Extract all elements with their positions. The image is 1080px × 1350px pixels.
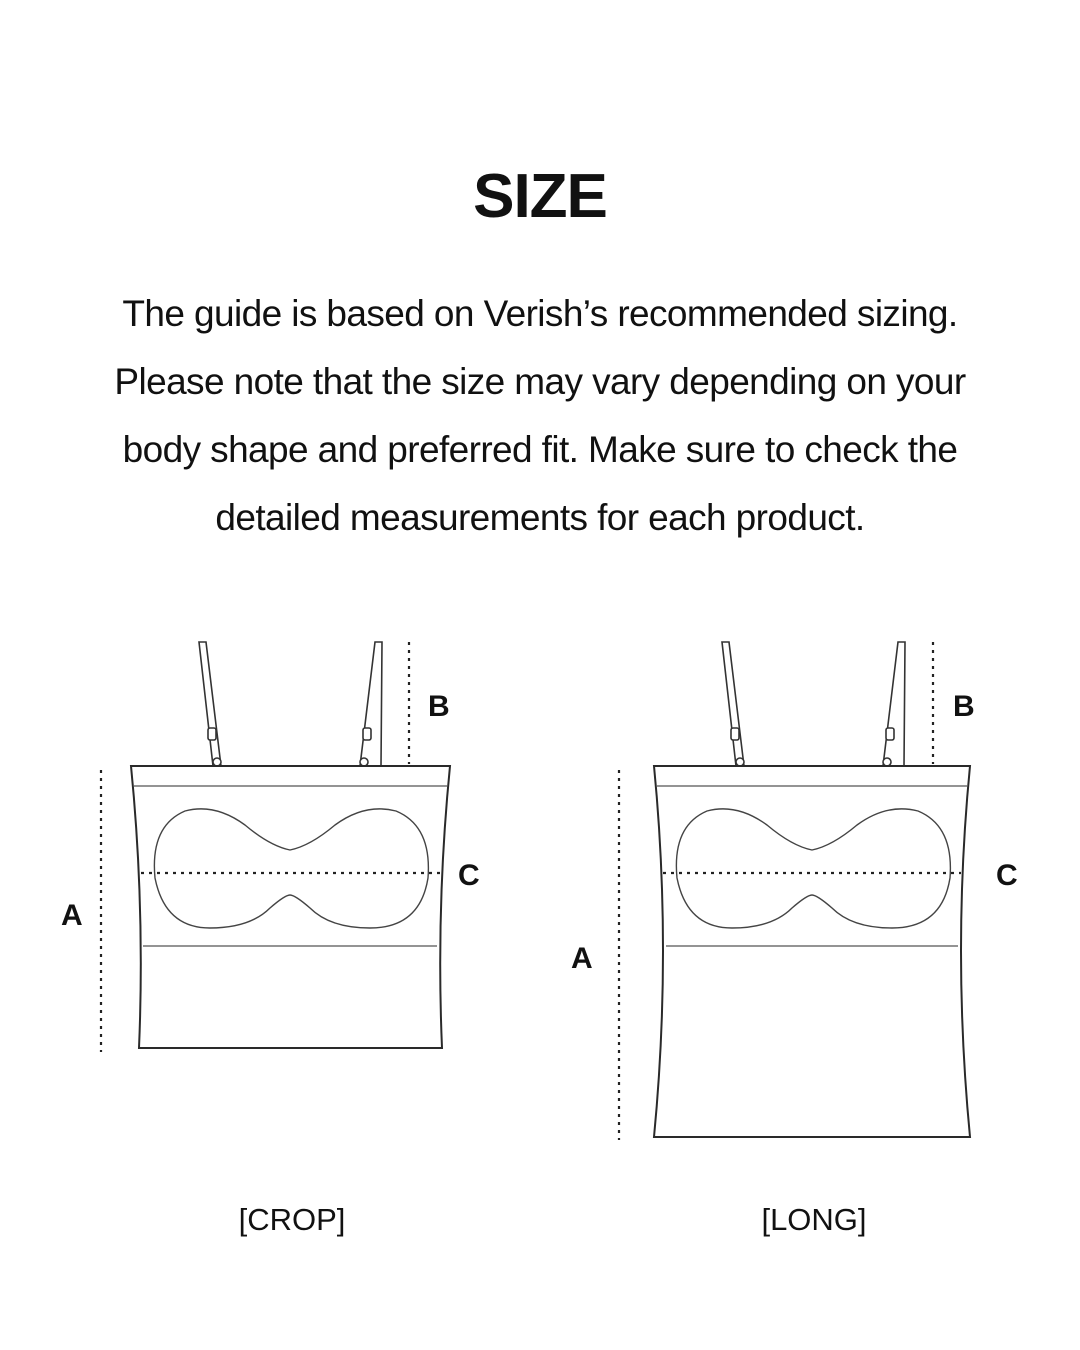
crop-body-outline	[131, 766, 450, 1048]
long-top-diagram	[571, 642, 1018, 1140]
description-line-2: Please note that the size may vary depending on your	[114, 361, 966, 402]
crop-top-diagram	[61, 642, 480, 1052]
crop-caption: [CROP]	[238, 1202, 346, 1237]
long-label-a: A	[571, 942, 593, 975]
long-caption: [LONG]	[761, 1202, 867, 1237]
crop-label-b: B	[428, 690, 450, 723]
description-line-3: body shape and preferred fit. Make sure to check the	[122, 429, 958, 470]
crop-label-a: A	[61, 899, 83, 932]
description-line-1: The guide is based on Verish’s recommended sizing.	[122, 293, 958, 334]
page-title: SIZE	[473, 162, 607, 231]
description-line-4: detailed measurements for each product.	[215, 497, 865, 538]
crop-right-strap	[360, 642, 382, 766]
crop-label-c: C	[458, 859, 480, 892]
long-right-strap	[883, 642, 905, 766]
long-left-strap	[722, 642, 744, 766]
long-label-b: B	[953, 690, 975, 723]
long-body-outline	[654, 766, 970, 1137]
crop-left-strap	[199, 642, 221, 766]
long-label-c: C	[996, 859, 1018, 892]
